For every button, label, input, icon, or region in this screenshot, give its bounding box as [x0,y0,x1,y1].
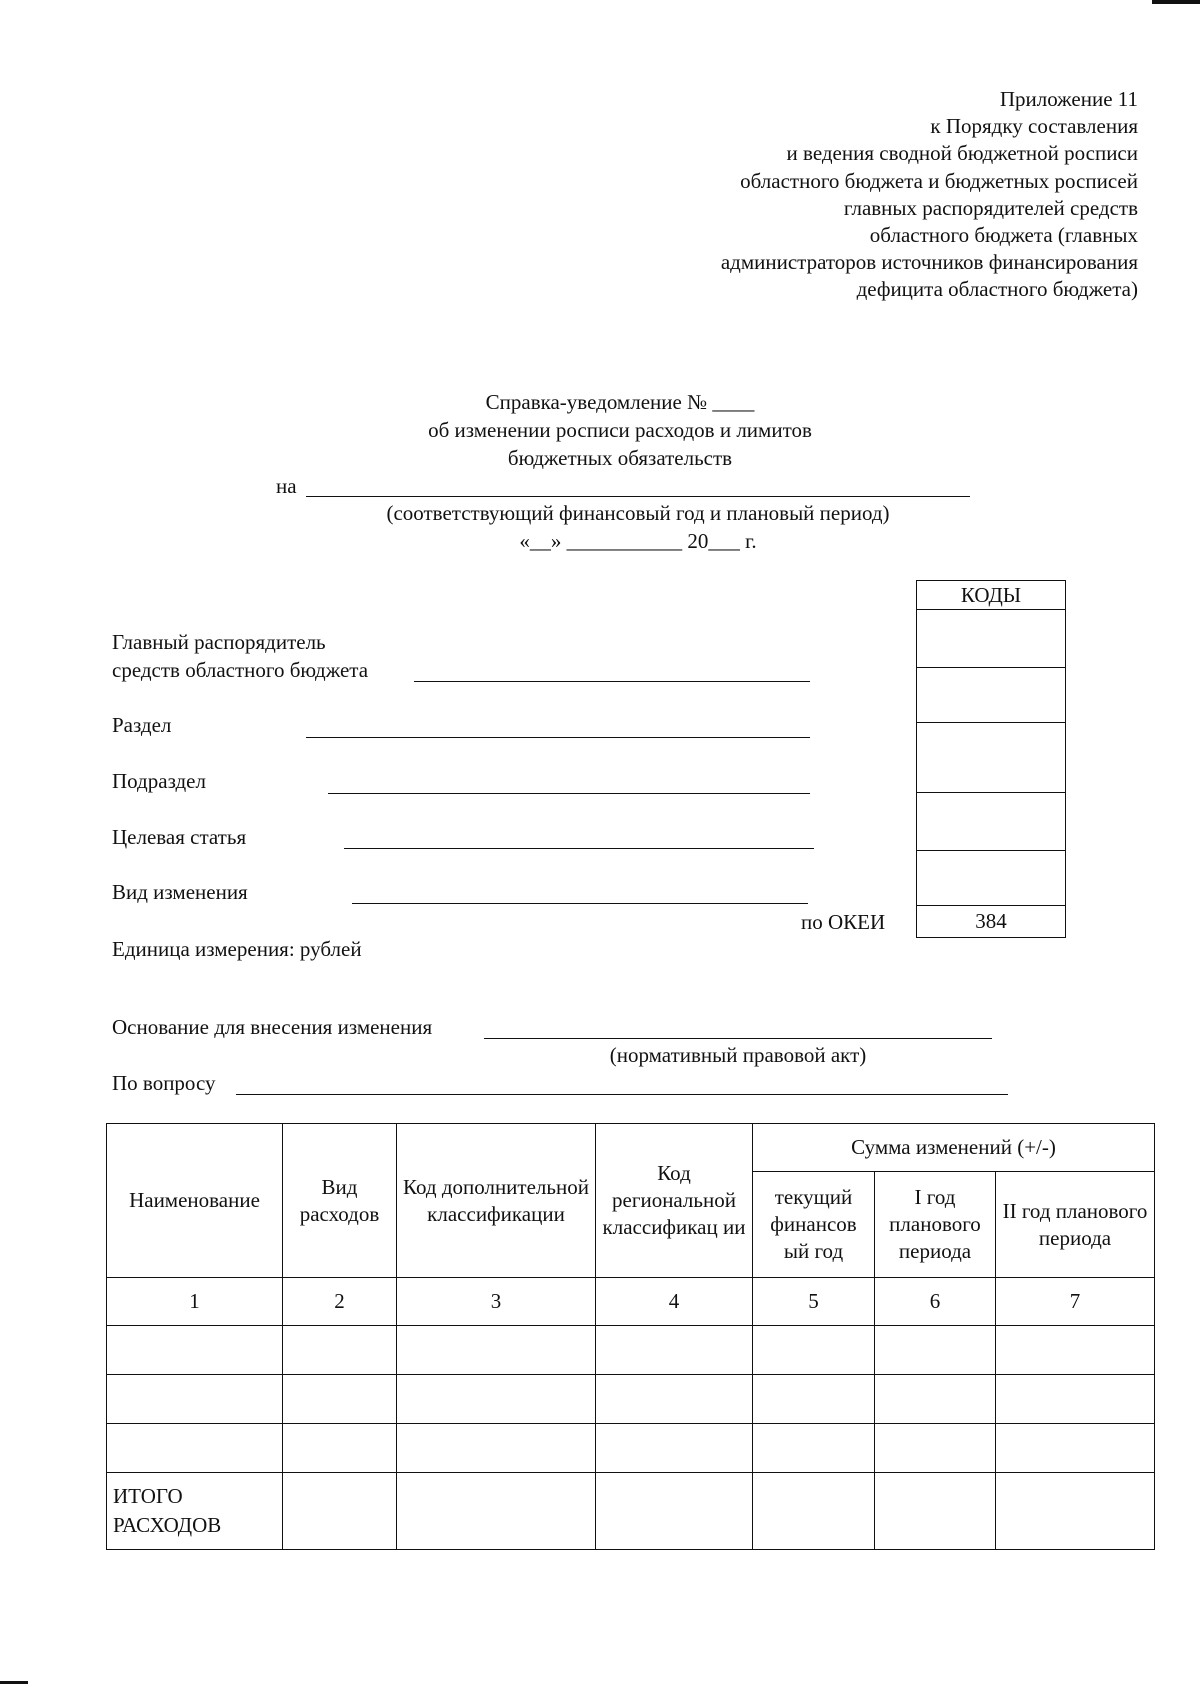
appendix-line: администраторов источников финансирования [720,250,1138,275]
table-row [107,1375,1155,1424]
table-cell[interactable] [596,1473,753,1550]
document-subtitle-2: бюджетных обязательств [507,446,733,470]
document-title: Справка-уведомление № ____ [485,390,755,414]
header-regional-code: Код региональной классификац ии [596,1124,753,1278]
change-type-label: Вид изменения [112,880,248,904]
code-cell-target-article[interactable] [917,792,1065,850]
appendix-line: и ведения сводной бюджетной росписи [786,141,1138,166]
appendix-line: главных распорядителей средств [843,195,1138,220]
header-additional-code: Код дополнительной классификации [397,1124,596,1278]
column-number: 2 [283,1278,397,1326]
table-cell[interactable] [283,1473,397,1550]
table-cell[interactable] [996,1375,1155,1424]
header-current-year: текущий финансов ый год [753,1172,875,1278]
table-cell[interactable] [753,1326,875,1375]
table-cell[interactable] [283,1375,397,1424]
code-cell-change-type[interactable] [917,850,1065,905]
basis-label: Основание для внесения изменения [112,1015,433,1039]
header-expense-type: Вид расходов [283,1124,397,1278]
appendix-line: дефицита областного бюджета) [856,277,1138,302]
target-article-label: Целевая статья [112,825,247,849]
table-cell[interactable] [107,1375,283,1424]
chief-field[interactable] [414,681,810,682]
chief-label-line1: Главный распорядитель [112,630,326,654]
column-number: 4 [596,1278,753,1326]
table-cell[interactable] [397,1326,596,1375]
changes-table [106,1123,1155,1550]
code-cell-section[interactable] [917,667,1065,722]
section-label: Раздел [112,713,172,737]
codes-box [916,580,1066,938]
table-cell[interactable] [875,1375,996,1424]
table-cell[interactable] [753,1473,875,1550]
table-cell[interactable] [397,1424,596,1473]
column-number: 3 [397,1278,596,1326]
scan-corner-mark [1152,0,1200,4]
scan-corner-mark-bottom [0,1681,28,1684]
basis-field[interactable] [484,1038,992,1039]
section-field[interactable] [306,737,810,738]
table-row [107,1424,1155,1473]
change-type-field[interactable] [352,903,808,904]
table-cell[interactable] [996,1424,1155,1473]
table-cell[interactable] [283,1424,397,1473]
unit-label: Единица измерения: рублей [112,937,362,961]
column-number: 7 [996,1278,1155,1326]
header-plan-year-2: II год планового периода [996,1172,1155,1278]
total-label: ИТОГО РАСХОДОВ [107,1473,283,1550]
table-cell[interactable] [283,1326,397,1375]
appendix-line: Приложение 11 [999,87,1138,111]
subsection-label: Подраздел [112,769,206,793]
table-cell[interactable] [397,1473,596,1550]
appendix-line: областного бюджета и бюджетных росписей [740,168,1138,193]
header-plan-year-1: I год планового периода [875,1172,996,1278]
table-cell[interactable] [875,1326,996,1375]
table-cell[interactable] [107,1424,283,1473]
table-cell[interactable] [996,1473,1155,1550]
question-field[interactable] [236,1094,1008,1095]
table-cell[interactable] [996,1326,1155,1375]
table-row [107,1326,1155,1375]
period-label: на [276,474,297,498]
appendix-line: к Порядку составления [930,114,1138,139]
target-article-field[interactable] [344,848,814,849]
code-cell-chief[interactable] [917,609,1065,667]
table-cell[interactable] [753,1424,875,1473]
code-cell-subsection[interactable] [917,722,1065,792]
table-cell[interactable] [596,1424,753,1473]
document-subtitle: об изменении росписи расходов и лимитов [428,418,812,442]
code-cell-okei[interactable]: 384 [917,905,1065,937]
question-label: По вопросу [112,1071,216,1095]
date-line: «__» ___________ 20___ г. [519,529,757,553]
table-cell[interactable] [596,1326,753,1375]
okei-label: по ОКЕИ [801,910,886,934]
header-name: Наименование [107,1124,283,1278]
subsection-field[interactable] [328,793,810,794]
column-number: 6 [875,1278,996,1326]
header-sum-changes: Сумма изменений (+/-) [753,1124,1155,1172]
appendix-line: областного бюджета (главных [869,223,1138,248]
appendix-header [578,86,1138,304]
period-hint: (соответствующий финансовый год и плановый период) [386,501,890,525]
codes-header: КОДЫ [960,583,1022,607]
table-header-row [107,1124,1155,1172]
total-row [107,1473,1155,1550]
chief-label-line2: средств областного бюджета [112,658,369,682]
table-cell[interactable] [397,1375,596,1424]
column-number-row [107,1278,1155,1326]
table-cell[interactable] [596,1375,753,1424]
column-number: 1 [107,1278,283,1326]
table-cell[interactable] [875,1424,996,1473]
basis-hint: (нормативный правовой акт) [609,1043,867,1067]
column-number: 5 [753,1278,875,1326]
period-field[interactable] [306,496,970,497]
table-cell[interactable] [753,1375,875,1424]
table-cell[interactable] [107,1326,283,1375]
table-cell[interactable] [875,1473,996,1550]
